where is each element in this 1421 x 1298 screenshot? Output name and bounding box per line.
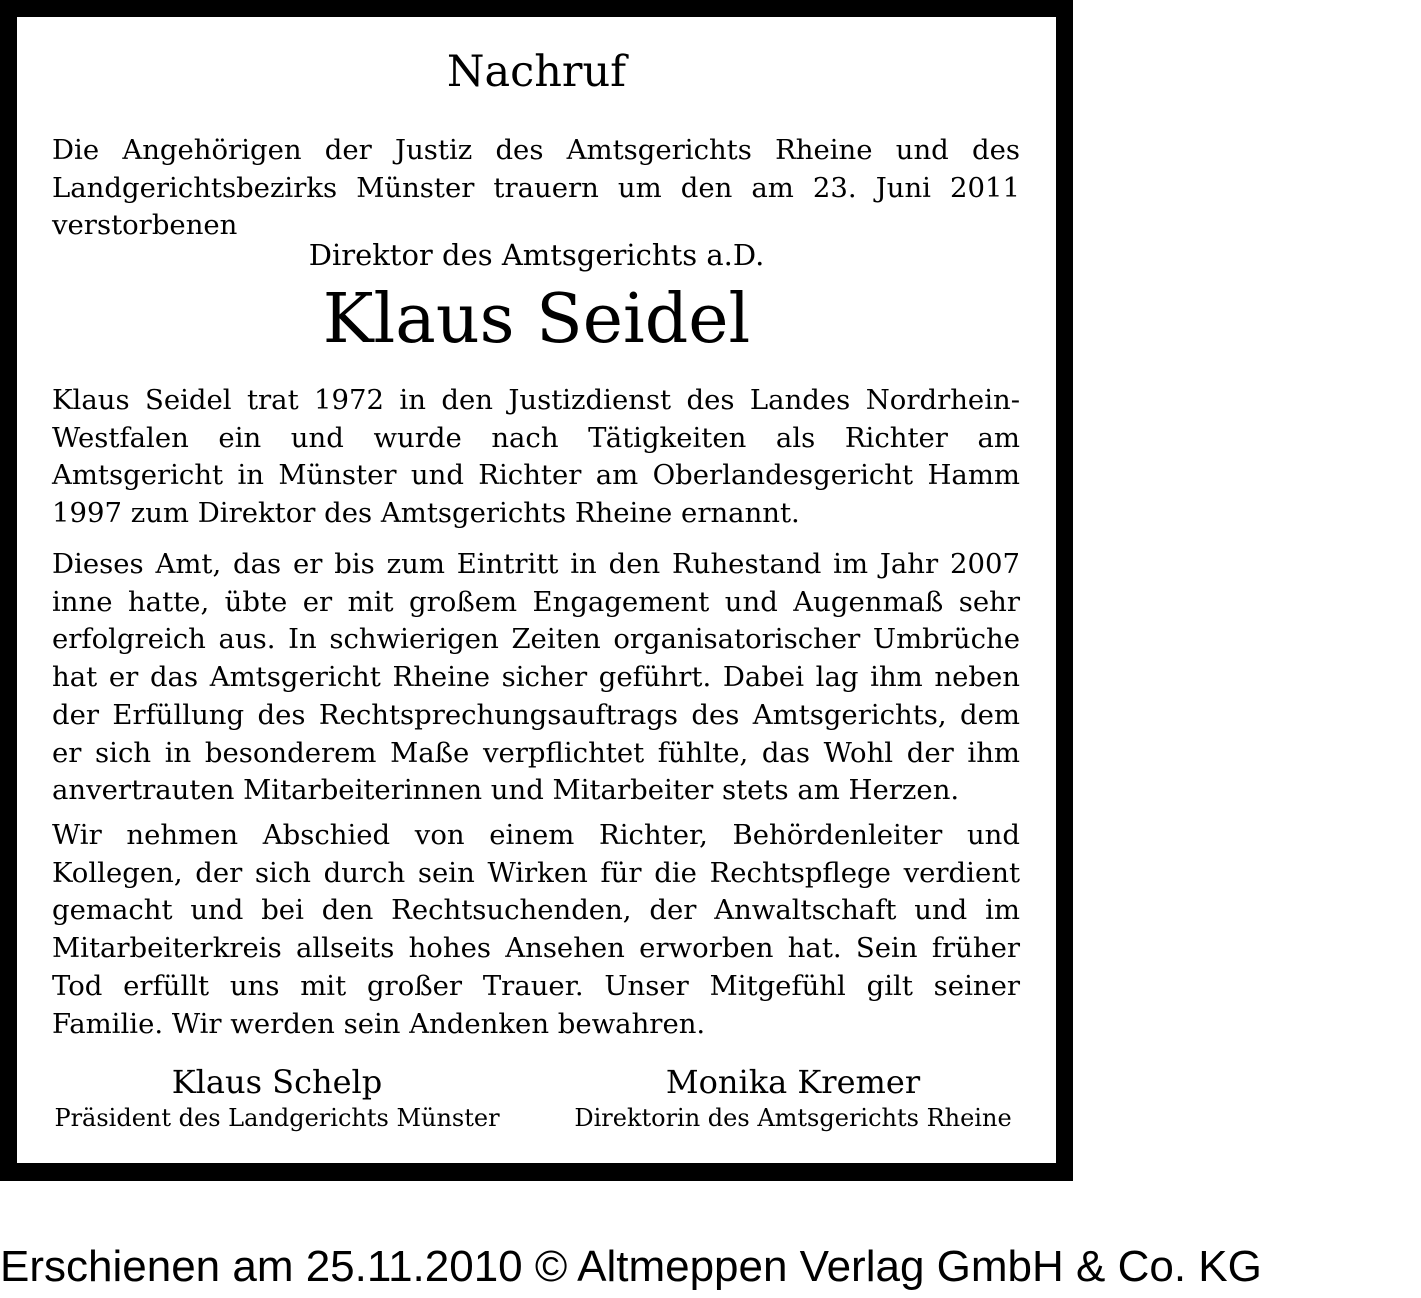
obituary-title: Nachruf [446, 47, 627, 97]
signatory-left [42, 1062, 512, 1134]
signatory-name: Klaus Schelp [171, 1063, 383, 1101]
signatory-right [557, 1062, 1029, 1134]
obituary-intro: Die Angehörigen der Justiz des Amtsgerichts Rheine und des Landgerichtsbezirks Münster trauern um den am 23. Juni 2011 verstorbenen [52, 134, 1020, 242]
signatory-role: Präsident des Landgerichts Münster [54, 1104, 500, 1132]
deceased-rank: Direktor des Amtsgerichts a.D. [308, 238, 765, 272]
paragraph-career: Klaus Seidel trat 1972 in den Justizdienst des Landes Nordrhein-Westfalen ein und wurde nach Tätigkeiten als Richter am Amtsgericht in Münster und Richter am Oberlandesgericht Hamm 1997 zum Direktor des Amtsgerichts Rheine ernannt. [52, 384, 1020, 530]
deceased-name: Klaus Seidel [322, 280, 751, 359]
obituary-card [17, 17, 1056, 1163]
signatory-role: Direktorin des Amtsgerichts Rheine [574, 1104, 1012, 1132]
publication-footer: Erschienen am 25.11.2010 © Altmeppen Verlag GmbH & Co. KG [0, 1242, 1262, 1291]
signatory-name: Monika Kremer [665, 1063, 921, 1101]
paragraph-office: Dieses Amt, das er bis zum Eintritt in den Ruhestand im Jahr 2007 inne hatte, übte er mit großem Engagement und Augenmaß sehr erfolgreich aus. In schwierigen Zeiten organisatorischer Umbrüche hat er das Amtsgericht Rheine sicher geführt. Dabei lag ihm neben der Erfüllung des Rechtsprechungsauftrags des Amtsgerichts, dem er sich in besonderem Maße verpflichtet fühlte, das Wohl der ihm anvertrauten Mitarbeiterinnen und Mitarbeiter stets am Herzen. [52, 548, 1020, 807]
paragraph-farewell: Wir nehmen Abschied von einem Richter, Behördenleiter und Kollegen, der sich durch sein Wirken für die Rechtspflege verdient gemacht und bei den Rechtsuchenden, der Anwaltschaft und im Mitarbeiterkreis allseits hohes Ansehen erworben hat. Sein früher Tod erfüllt uns mit großer Trauer. Unser Mitgefühl gilt seiner Familie. Wir werden sein Andenken bewahren. [52, 819, 1020, 1040]
